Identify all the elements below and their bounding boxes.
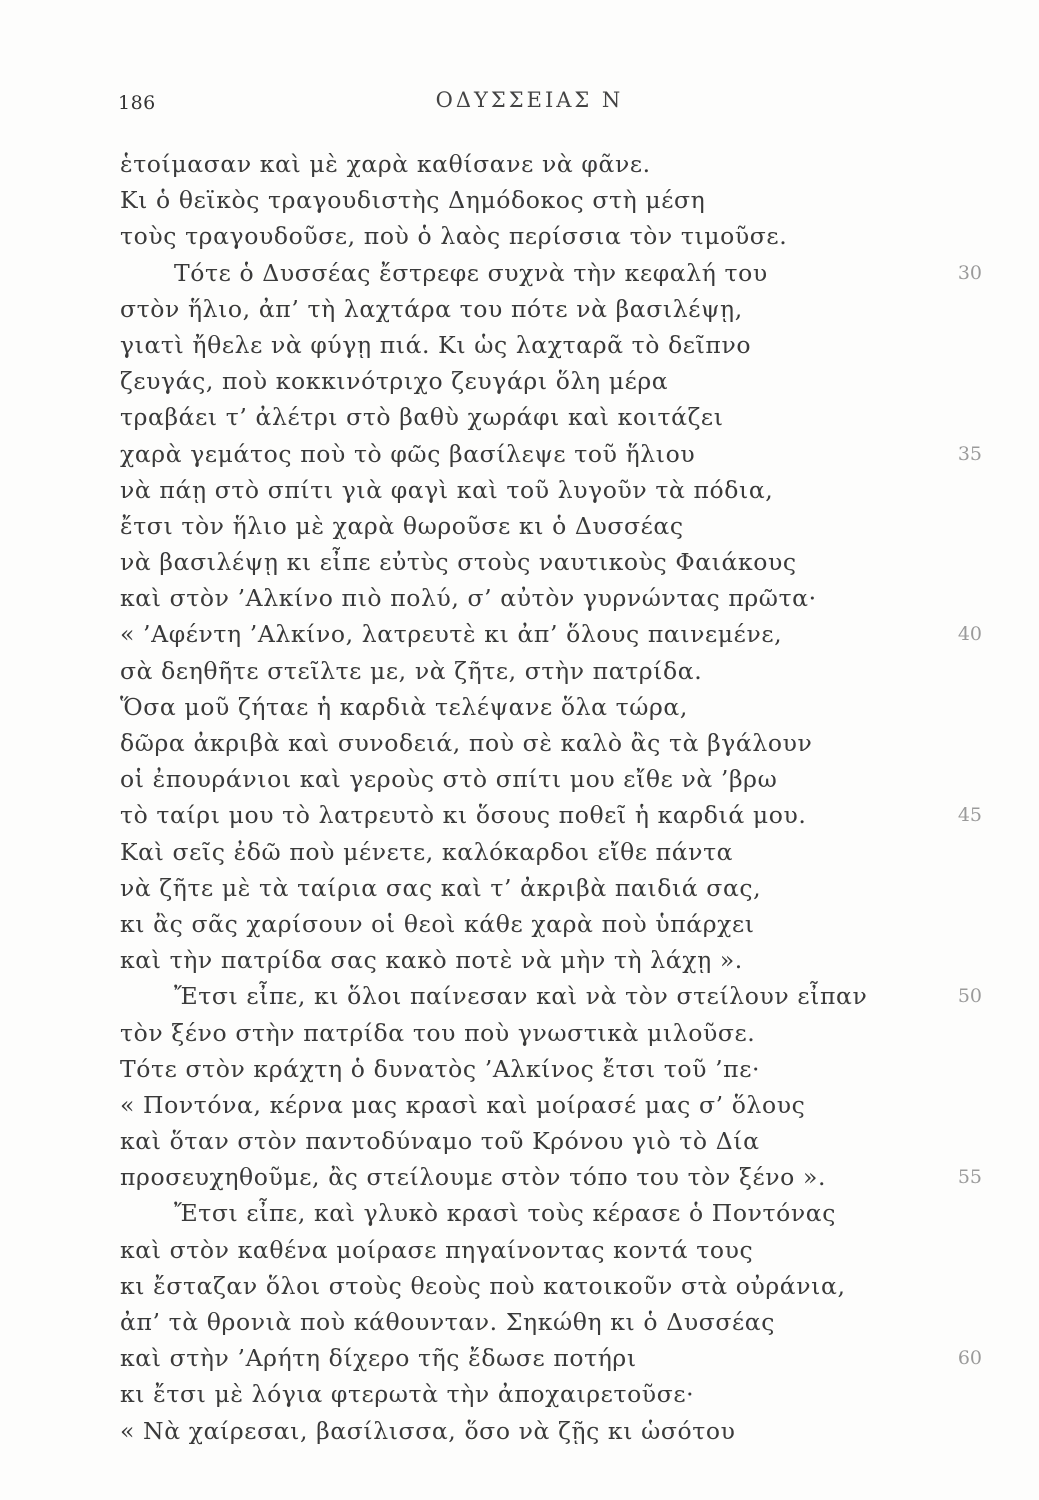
verse-line: [120, 182, 980, 218]
verse-text: τὸν ξένο στὴν πατρίδα του ποὺ γνωστικὰ μιλοῦσε.: [120, 1018, 756, 1047]
verse-line: [120, 1304, 980, 1340]
line-number: 35: [957, 442, 982, 465]
verse-text: γιατὶ ἤθελε νὰ φύγῃ πιά. Κι ὡς λαχταρᾶ τὸ δεῖπνο: [120, 330, 752, 359]
verse-text: καὶ στὴν ’Αρήτη δίχερο τῆς ἔδωσε ποτήρι: [120, 1344, 637, 1373]
verse-text: Ἔτσι εἶπε, κι ὅλοι παίνεσαν καὶ νὰ τὸν στείλουν εἶπαν: [174, 982, 868, 1011]
verse-line: [120, 399, 980, 435]
line-number: 30: [957, 261, 982, 284]
verse-line: [120, 146, 980, 182]
verse-line: [120, 1232, 980, 1268]
verse-line: [120, 942, 980, 978]
verse-text: ἔτσι τὸν ἥλιο μὲ χαρὰ θωροῦσε κι ὁ Δυσσέας: [120, 511, 684, 540]
verse-text: Κι ὁ θεϊκὸς τραγουδιστὴς Δημόδοκος στὴ μέση: [120, 186, 706, 215]
verse-line: [120, 580, 980, 616]
verse-line: [120, 653, 980, 689]
verse-text: καὶ τὴν πατρίδα σας κακὸ ποτὲ νὰ μὴν τὴ λάχῃ ».: [120, 946, 743, 975]
verse-text: ἀπ’ τὰ θρονιὰ ποὺ κάθουνταν. Σηκώθη κι ὁ Δυσσέας: [120, 1308, 775, 1336]
verse-text: Τότε ὁ Δυσσέας ἔστρεφε συχνὰ τὴν κεφαλή του: [174, 258, 768, 287]
verse-text: κι ἔτσι μὲ λόγια φτερωτὰ τὴν ἀποχαιρετοῦσε·: [120, 1380, 695, 1409]
verse-line: [120, 906, 980, 942]
verse-line: [120, 1051, 980, 1087]
verse-text: χαρὰ γεμάτος ποὺ τὸ φῶς βασίλεψε τοῦ ἥλιου: [120, 439, 696, 468]
verse-text: οἱ ἐπουράνιοι καὶ γεροὺς στὸ σπίτι μου εἴθε νὰ ’βρω: [120, 765, 778, 794]
verse-text: κι ἔσταζαν ὅλοι στοὺς θεοὺς ποὺ κατοικοῦν στὰ οὐράνια,: [120, 1271, 846, 1300]
verse-line: [120, 1123, 980, 1159]
line-number: 55: [957, 1166, 982, 1189]
verse-text: καὶ στὸν ’Αλκίνο πιὸ πολύ, σ’ αὐτὸν γυρνώντας πρῶτα·: [120, 584, 817, 613]
verse-line: [120, 689, 980, 725]
running-title: ΟΔΥΣΣΕΙΑΣ Ν: [435, 88, 624, 112]
verse-text: νὰ ζῆτε μὲ τὰ ταίρια σας καὶ τ’ ἀκριβὰ παιδιά σας,: [120, 873, 762, 902]
verse-line: [120, 291, 980, 327]
verse-line: [120, 255, 980, 291]
verse-text: ἑτοίμασαν καὶ μὲ χαρὰ καθίσανε νὰ φᾶνε.: [120, 150, 651, 178]
verse-line: [120, 218, 980, 254]
verse-line: [120, 616, 980, 652]
line-number: 40: [957, 623, 982, 646]
verse-line: [120, 1015, 980, 1051]
line-number: 60: [957, 1347, 982, 1370]
verse-text: Ὅσα μοῦ ζήταε ἡ καρδιὰ τελέψανε ὅλα τώρα,: [120, 692, 688, 721]
verse-line: [120, 797, 980, 833]
verse-text: κι ἂς σᾶς χαρίσουν οἱ θεοὶ κάθε χαρὰ ποὺ ὑπάρχει: [120, 909, 755, 938]
verse-text: τοὺς τραγουδοῦσε, ποὺ ὁ λαὸς περίσσια τὸν τιμοῦσε.: [120, 222, 788, 251]
verse-text: ζευγάς, ποὺ κοκκινότριχο ζευγάρι ὅλη μέρα: [120, 367, 669, 396]
verse-text: « Νὰ χαίρεσαι, βασίλισσα, ὅσο νὰ ζῇς κι ὡσότου: [120, 1416, 736, 1445]
verse-line: [120, 436, 980, 472]
page-number: 186: [118, 92, 156, 114]
verse-text: καὶ στὸν καθένα μοίρασε πηγαίνοντας κοντά τους: [120, 1235, 754, 1264]
verse-line: [120, 978, 980, 1014]
verse-line: [120, 508, 980, 544]
verse-line: [120, 1340, 980, 1376]
verse-line: [120, 1195, 980, 1231]
verse-text: δῶρα ἀκριβὰ καὶ συνοδειά, ποὺ σὲ καλὸ ἂς τὰ βγάλουν: [120, 729, 813, 757]
line-number: 50: [957, 985, 982, 1008]
verse-line: [120, 834, 980, 870]
verse-line: [120, 761, 980, 797]
verse-text: Ἔτσι εἶπε, καὶ γλυκὸ κρασὶ τοὺς κέρασε ὁ Ποντόνας: [174, 1199, 836, 1228]
verse-line: [120, 1268, 980, 1304]
verse-text: στὸν ἥλιο, ἀπ’ τὴ λαχτάρα του πότε νὰ βασιλέψῃ,: [120, 294, 743, 323]
verse-line: [120, 1087, 980, 1123]
verse-text: νὰ πάῃ στὸ σπίτι γιὰ φαγὶ καὶ τοῦ λυγοῦν τὰ πόδια,: [120, 475, 774, 504]
verse-line: [120, 327, 980, 363]
verse-text: τὸ ταίρι μου τὸ λατρευτὸ κι ὅσους ποθεῖ ἡ καρδιά μου.: [120, 801, 807, 830]
line-number: 45: [957, 804, 982, 827]
verse-text: σὰ δεηθῆτε στεῖλτε με, νὰ ζῆτε, στὴν πατρίδα.: [120, 656, 703, 685]
verse-text: τραβάει τ’ ἀλέτρι στὸ βαθὺ χωράφι καὶ κοιτάζει: [120, 403, 724, 432]
verse-line: [120, 1413, 980, 1449]
verse-text: « ’Αφέντη ’Αλκίνο, λατρευτὲ κι ἀπ’ ὅλους παινεμένε,: [120, 620, 783, 649]
verse-text: καὶ ὅταν στὸν παντοδύναμο τοῦ Κρόνου γιὸ τὸ Δία: [120, 1127, 760, 1156]
verse-line: [120, 725, 980, 761]
verse-line: [120, 1159, 980, 1195]
verse-line: [120, 472, 980, 508]
verse-text: Τότε στὸν κράχτη ὁ δυνατὸς ’Αλκίνος ἔτσι τοῦ ’πε·: [120, 1054, 761, 1083]
verse-text: νὰ βασιλέψῃ κι εἶπε εὐτὺς στοὺς ναυτικοὺς Φαιάκους: [120, 548, 797, 577]
verse-line: [120, 870, 980, 906]
verse-line: [120, 544, 980, 580]
verse-text: « Ποντόνα, κέρνα μας κρασὶ καὶ μοίρασέ μας σ’ ὅλους: [120, 1090, 806, 1119]
verse-line: [120, 1376, 980, 1412]
verse-line: [120, 363, 980, 399]
verse-text: Καὶ σεῖς ἐδῶ ποὺ μένετε, καλόκαρδοι εἴθε πάντα: [120, 837, 734, 866]
poem-text: [120, 146, 980, 1449]
verse-text: προσευχηθοῦμε, ἂς στείλουμε στὸν τόπο του τὸν ξένο ».: [120, 1163, 827, 1192]
